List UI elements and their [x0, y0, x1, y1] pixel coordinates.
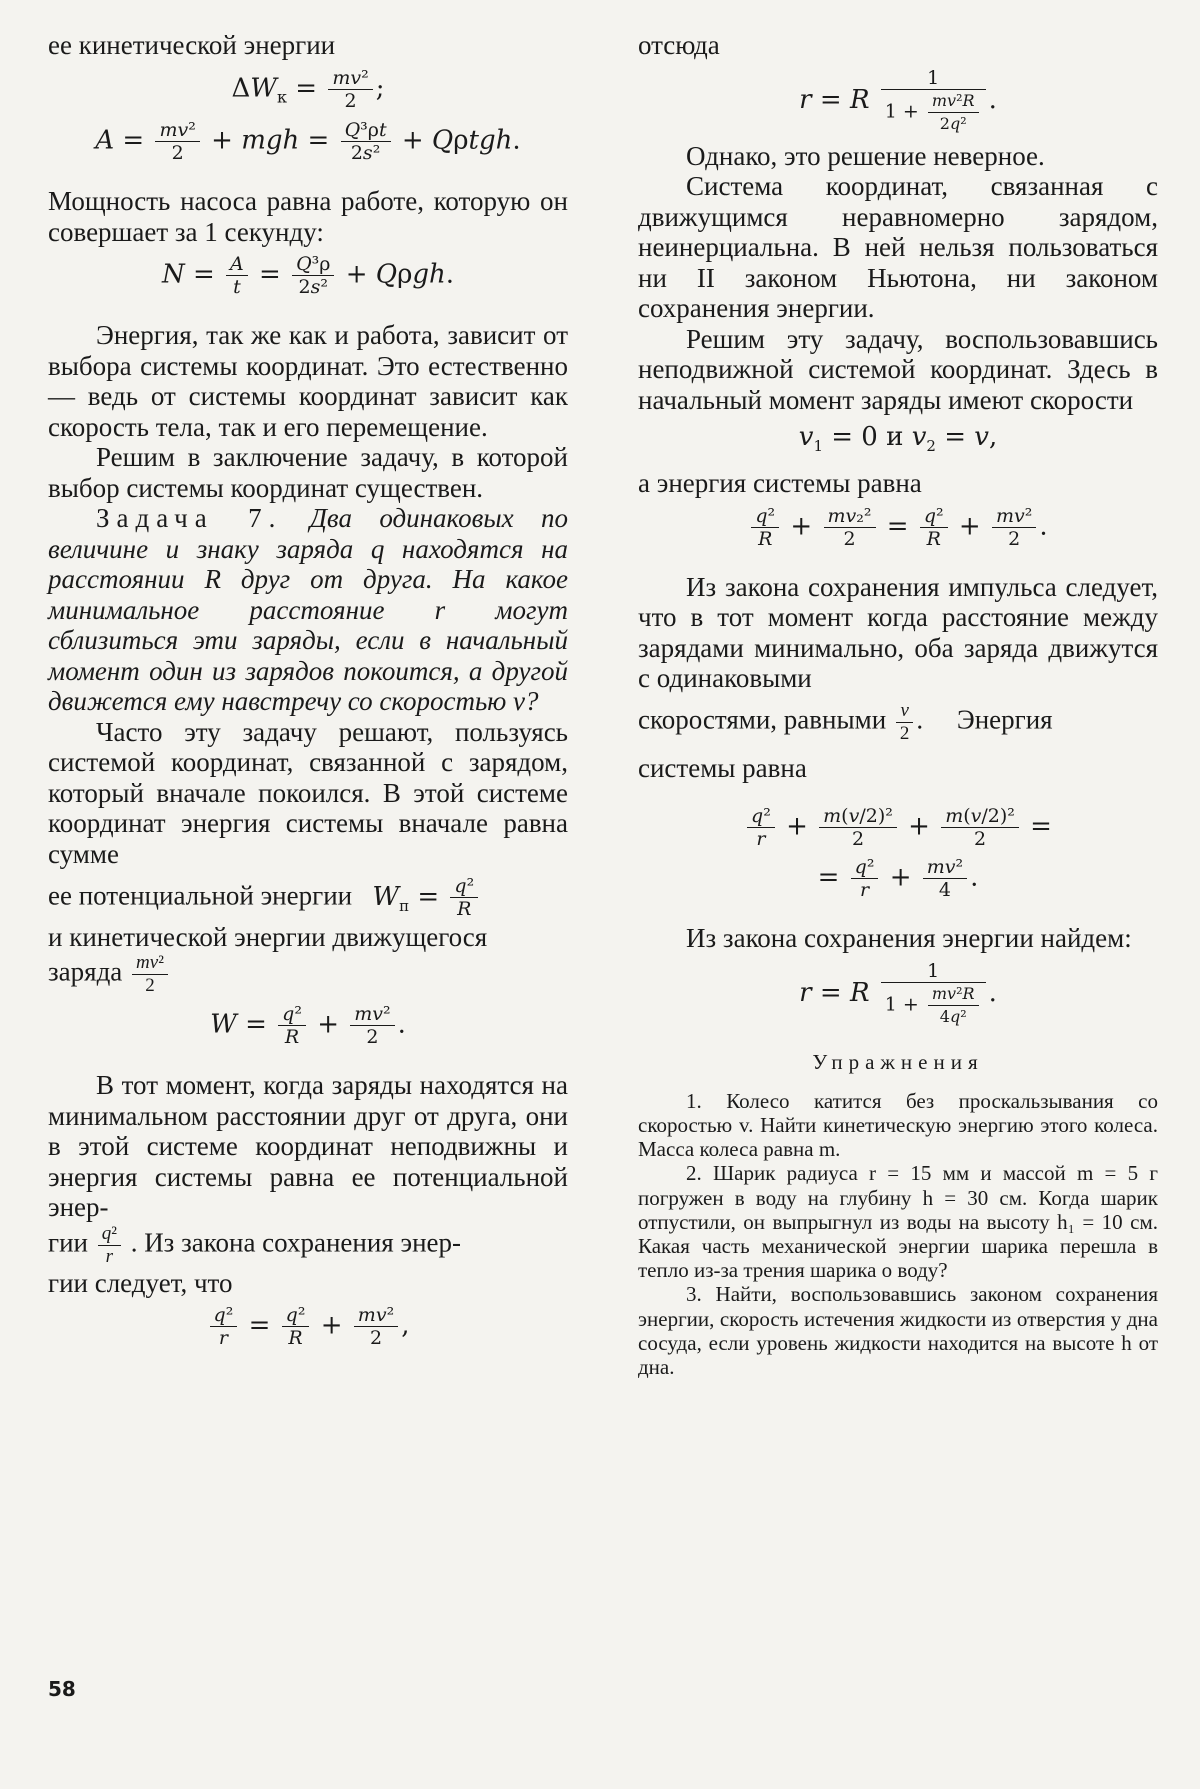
paragraph: Решим эту задачу, воспользовавшись неподвижной системой координат. Здесь в начальный момент заряды имеют скорости: [638, 323, 1158, 415]
exercises-heading: Упражнения: [812, 1049, 984, 1074]
paragraph-energy: гии $\frac{\text{q²}}{r}$ . Из закона сохранения энер-: [48, 1222, 461, 1267]
paragraph: ее кинетической энергии: [48, 30, 336, 60]
text: ее потенциальной энергии: [48, 880, 353, 911]
text: Энергия: [956, 704, 1053, 735]
equation-e1: $\frac{\text{q²}}{R}$ + $\frac{\text{mv₂²}}{2}$ = $\frac{\text{q²}}{R}$ + $\frac{\text{mv²}}{2}$ .: [638, 505, 1158, 550]
equation-r3: r = R 1 1 + $\frac{\text{mv²R}}{\text{4q²}}$ .: [799, 959, 997, 1026]
paragraph: Мощность насоса равна работе, которую он совершает за 1 секунду:: [48, 186, 568, 247]
exercises-list: [638, 1089, 1158, 1379]
paragraph: отсюда: [638, 30, 720, 60]
task-text: Два одинаковых по величине и знаку заряда q находятся на расстоянии R друг от друга. На какое минимальное расстояние r могут сблизиться эти заряды, если в начальный момент один из зарядов покоится, а другой движется ему навстречу со скоростью v?: [48, 503, 568, 717]
equation-r1: $\frac{\text{q²}}{r}$ = $\frac{\text{q²}}{R}$ + $\frac{\text{mv²}}{2}$ ,: [48, 1304, 568, 1349]
text: заряда: [48, 957, 123, 988]
paragraph: Энергия, так же как и работа, зависит от выбора системы координат. Это естественно — ведь от системы координат зависит как скорость тела, так и его перемещение.: [48, 320, 568, 442]
equation-w: W = $\frac{\text{q²}}{R}$ + $\frac{\text{mv²}}{2}$ .: [210, 1003, 406, 1049]
left-column: [48, 30, 568, 1355]
paragraph-potential: ее потенциальной энергии $W_п$ = $\frac{\text{q²}}{R}$: [48, 875, 568, 922]
page-number: 58: [48, 1677, 76, 1701]
paragraph: Система координат, связанная с движущимся неравномерно зарядом, неинерциальна. В ней нельзя пользоваться ни II законом Ньютона, ни законом сохранения энергии.: [638, 171, 1158, 323]
equation-r2: r = R 1 1 + $\frac{\text{mv²R}}{\text{2q²}}$ .: [799, 66, 997, 133]
paragraph: Из закона сохранения энергии найдем:: [686, 923, 1132, 954]
paragraph: Из закона сохранения импульса следует, что в тот момент когда расстояние между зарядами минимально, оба заряда движутся с одинаковыми: [638, 571, 1158, 694]
paragraph-charge: заряда $\frac{\text{mv²}}{2}$: [48, 952, 568, 997]
task-7: [48, 503, 568, 717]
task-label: Задача 7.: [96, 503, 283, 534]
paragraph: Однако, это решение неверное.: [686, 140, 1045, 171]
exercise-item: 3. Найти, воспользовавшись законом сохранения энергии, скорость истечения жидкости из отверстия у дна сосуда, если уровень жидкости находится на высоте h от дна.: [638, 1282, 1158, 1379]
paragraph: Часто эту задачу решают, пользуясь системой координат, связанной с зарядом, который вначале покоился. В этой системе координат энергия системы вначале равна сумме: [48, 716, 568, 869]
paragraph: и кинетической энергии движущегося: [48, 921, 488, 952]
equation-power: N = $\frac{A}{t}$ = $\frac{\text{Q³ρ}}{\text{2s²}}$ + Qρgh.: [161, 253, 455, 299]
equation-e2-cont: = $\frac{\text{q²}}{r}$ + $\frac{\text{mv²}}{4}$ .: [817, 856, 979, 902]
exercise-item: 2. Шарик радиуса r = 15 мм и массой m = 5 г погружен в воду на глубину h = 30 см. Когда шарик отпустили, он выпрыгнул из воды на высоту h₁ = 10 см. Какая часть механической энергии шарика перешла в тепло из-за трения шарика о воду?: [638, 1161, 1158, 1283]
equation-v: $v_1 = 0$ и $v_2 = v$,: [798, 422, 998, 456]
paragraph: системы равна: [638, 752, 807, 783]
paragraph: Решим в заключение задачу, в которой выбор системы координат существен.: [48, 442, 568, 503]
right-column: [638, 30, 1158, 1379]
text: . Из закона сохранения энер-: [130, 1227, 461, 1258]
paragraph-velocity: скоростями, равными $\frac{v}{2}$ . Энергия: [638, 699, 1053, 744]
equation-work: A = $\frac{\text{mv²}}{2}$ + mgh = $\frac{\text{Q³ρt}}{\text{2s²}}$ + Qρtgh.: [95, 119, 521, 165]
equation-delta-w: $\Delta W_к$ = $\frac{\text{mv²}}{2}$ ;: [231, 66, 385, 112]
exercise-item: 1. Колесо катится без проскальзывания со скоростью v. Найти кинетическую энергию этого колеса. Масса колеса равна m.: [638, 1088, 1158, 1162]
paragraph: а энергия системы равна: [638, 468, 922, 499]
text: гии: [48, 1227, 88, 1258]
text: скоростями, равными: [638, 704, 887, 735]
paragraph: гии следует, что: [48, 1267, 233, 1298]
paragraph: В тот момент, когда заряды находятся на минимальном расстоянии друг от друга, они в этой системе координат неподвижны и энергия системы равна ее потенциальной энер-: [48, 1070, 568, 1223]
equation-e2: $\frac{\text{q²}}{r}$ + $\frac{\text{m(v/2)²}}{2}$ + $\frac{\text{m(v/2)²}}{2}$ =: [638, 805, 1158, 850]
